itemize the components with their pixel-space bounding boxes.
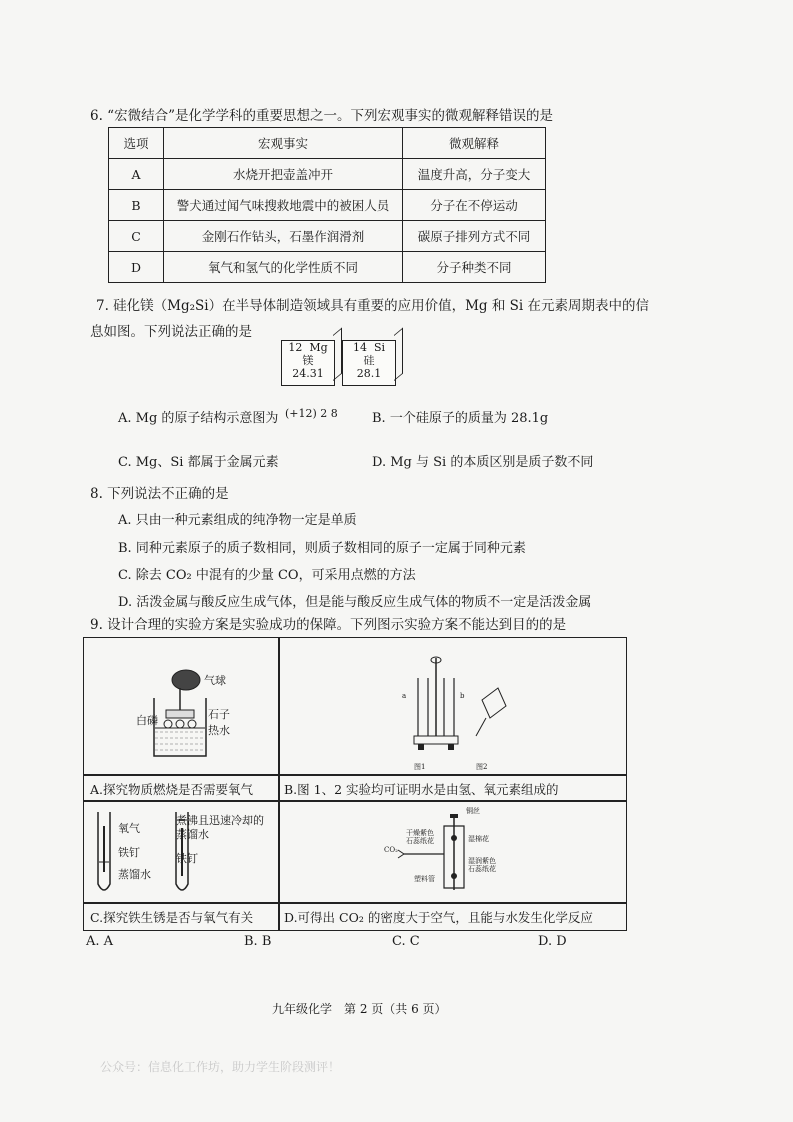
- table-row: [109, 190, 546, 221]
- q8-option-b: B. 同种元素原子的质子数相同，则质子数相同的原子一定属于同种元素: [118, 541, 526, 556]
- page-footer: 九年级化学 第 2 页（共 6 页）: [272, 1002, 447, 1016]
- q6-cell: A: [109, 159, 164, 190]
- q6-stem: 6. “宏微结合”是化学学科的重要思想之一。下列宏观事实的微观解释错误的是: [90, 108, 553, 124]
- label-a: a: [402, 692, 407, 700]
- grid-vertical-divider: [278, 638, 280, 930]
- table-row: [109, 221, 546, 252]
- si-number: 14: [352, 341, 367, 354]
- label-fig2: 图2: [476, 763, 488, 771]
- table-row: [109, 159, 546, 190]
- label-fig1: 图1: [414, 763, 426, 771]
- caption-a: A.探究物质燃烧是否需要氧气: [90, 782, 254, 797]
- si-name: 硅: [363, 354, 375, 367]
- figure-d-co2-apparatus: [384, 804, 534, 900]
- q6-table: [108, 127, 546, 283]
- label-nail: 铁钉: [118, 846, 140, 859]
- label-dry-paper: 干燥紫色: [406, 829, 434, 837]
- label-distilled-water: 蒸馏水: [118, 868, 151, 881]
- caption-b: B.图 1、2 实验均可证明水是由氢、氧元素组成的: [284, 782, 559, 797]
- q9-choice-b: B. B: [244, 934, 272, 949]
- label-stone: 石子: [208, 708, 230, 721]
- grid-divider-3: [84, 902, 626, 904]
- q6-header-explain: 微观解释: [403, 128, 546, 159]
- label-wet-paper: 湿润紫色: [468, 857, 496, 865]
- q9-choice-d: D. D: [538, 934, 567, 949]
- q9-choice-c: C. C: [392, 934, 420, 949]
- q7-stem-line2: 息如图。下列说法正确的是: [90, 324, 252, 340]
- grid-divider-2: [84, 800, 626, 802]
- si-mass: 28.1: [356, 367, 382, 380]
- q6-cell: C: [109, 221, 164, 252]
- q8-option-a: A. 只由一种元素组成的纯净物一定是单质: [118, 513, 357, 528]
- label-white-phosphorus: 白磷: [136, 714, 158, 727]
- label-hot-water: 热水: [208, 724, 230, 737]
- si-element-card: [342, 340, 396, 386]
- q6-cell: 碳原子排列方式不同: [403, 221, 546, 252]
- q9-figure-grid: [83, 637, 627, 931]
- q8-option-d: D. 活泼金属与酸反应生成气体，但是能与酸反应生成气体的物质不一定是活泼金属: [118, 595, 592, 610]
- label-plastic-tube: 塑料管: [414, 875, 435, 883]
- q6-header-option: 选项: [109, 128, 164, 159]
- label-wet-paper-2: 石蕊纸花: [468, 865, 496, 873]
- caption-c: C.探究铁生锈是否与氧气有关: [90, 910, 254, 925]
- q6-cell: D: [109, 252, 164, 283]
- watermark: 公众号：信息化工作坊，助力学生阶段测评！: [100, 1060, 341, 1074]
- si-symbol: Si: [373, 341, 386, 354]
- q6-header-fact: 宏观事实: [164, 128, 403, 159]
- q8-stem: 8. 下列说法不正确的是: [90, 486, 229, 502]
- q8-option-c: C. 除去 CO₂ 中混有的少量 CO，可采用点燃的方法: [118, 568, 416, 583]
- q6-cell: 温度升高，分子变大: [403, 159, 546, 190]
- q7-option-d: D. Mg 与 Si 的本质区别是质子数不同: [372, 455, 594, 470]
- label-balloon: 气球: [204, 674, 226, 687]
- grid-divider-1: [84, 774, 626, 776]
- q6-cell: 水烧开把壶盖冲开: [164, 159, 403, 190]
- table-row: [109, 252, 546, 283]
- mg-atom-diagram: (+12) 2 8: [285, 407, 338, 420]
- label-wet-cotton: 湿棉花: [468, 835, 489, 843]
- q7-option-a: A. Mg 的原子结构示意图为: [118, 411, 279, 426]
- label-b: b: [460, 692, 465, 700]
- mg-element-card: [281, 340, 335, 386]
- label-boiled-water: 煮沸且迅速冷却的: [176, 814, 264, 827]
- q6-cell: B: [109, 190, 164, 221]
- q9-choice-a: A. A: [86, 934, 114, 949]
- mg-mass: 24.31: [292, 367, 324, 380]
- q9-stem: 9. 设计合理的实验方案是实验成功的保障。下列图示实验方案不能达到目的的是: [90, 617, 567, 633]
- mg-number: 12: [288, 341, 303, 354]
- q6-cell: 金刚石作钻头，石墨作润滑剂: [164, 221, 403, 252]
- mg-symbol: Mg: [309, 341, 328, 354]
- q6-cell: 分子在不停运动: [403, 190, 546, 221]
- q6-cell: 氧气和氢气的化学性质不同: [164, 252, 403, 283]
- label-dry-paper-2: 石蕊纸花: [406, 837, 434, 845]
- label-oxygen: 氧气: [118, 822, 140, 835]
- label-nail-2: 铁钉: [176, 852, 198, 865]
- q7-stem-line1: 7. 硅化镁（Mg₂Si）在半导体制造领域具有重要的应用价值，Mg 和 Si 在元素周期表中的信: [96, 298, 650, 314]
- label-co2: CO₂: [384, 846, 398, 854]
- figure-b-electrolysis: [394, 648, 514, 763]
- q7-option-c: C. Mg、Si 都属于金属元素: [118, 455, 279, 470]
- label-copper-wire: 铜丝: [466, 807, 480, 815]
- label-boiled-water-2: 蒸馏水: [176, 828, 209, 841]
- q6-cell: 分子种类不同: [403, 252, 546, 283]
- q6-cell: 警犬通过闻气味搜救地震中的被困人员: [164, 190, 403, 221]
- caption-d: D.可得出 CO₂ 的密度大于空气，且能与水发生化学反应: [284, 910, 593, 925]
- mg-name: 镁: [302, 354, 314, 367]
- q7-option-b: B. 一个硅原子的质量为 28.1g: [372, 411, 549, 426]
